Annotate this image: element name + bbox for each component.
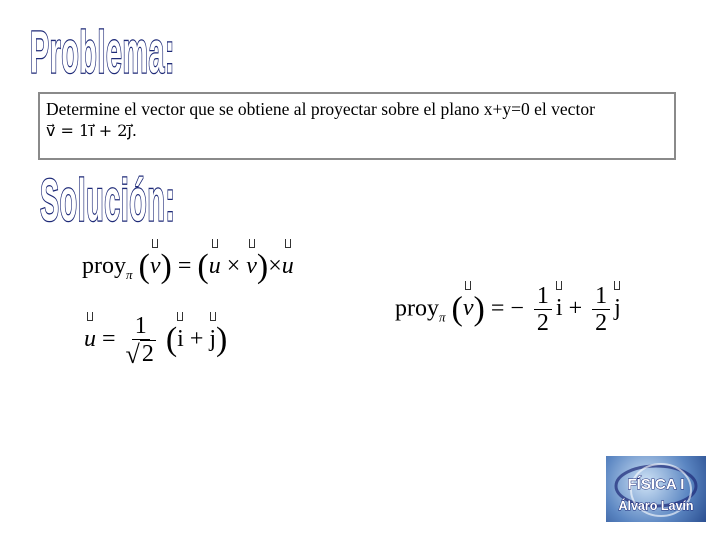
- vector-v: v: [246, 253, 257, 280]
- projection-formula: [82, 248, 294, 286]
- proy-operator: proy: [82, 253, 126, 279]
- close-paren: ): [160, 248, 172, 285]
- logo-title: FÍSICA I: [627, 476, 685, 493]
- problem-statement-box: [38, 92, 676, 160]
- vector-arrow-icon: [465, 281, 471, 290]
- statement-line-1: Determine el vector que se obtiene al proyectar sobre el plano x+y=0 el vector: [46, 99, 595, 119]
- unit-vector-j: j: [614, 295, 621, 322]
- pi-subscript: π: [126, 267, 133, 282]
- vector-arrow-icon: [285, 239, 291, 248]
- open-paren: (: [451, 290, 463, 328]
- fraction-one-half: [592, 283, 610, 337]
- proy-operator: proy: [395, 295, 439, 322]
- vector-arrow-icon: [87, 312, 93, 321]
- plus-sign: +: [189, 325, 204, 352]
- sqrt-two: [126, 340, 156, 367]
- vector-arrow-icon: [212, 239, 218, 248]
- vector-u: u: [282, 253, 294, 280]
- unit-normal-formula: [84, 313, 227, 368]
- vector-v: v: [150, 253, 161, 280]
- vector-u: u: [84, 326, 96, 353]
- close-paren: ): [216, 320, 228, 358]
- fraction-one-over-root-two: [126, 313, 156, 368]
- vector-arrow-icon: [614, 281, 620, 290]
- open-paren: (: [197, 248, 209, 285]
- problem-heading: Problema:: [30, 18, 176, 86]
- statement-line-2: v⃗ = 1i⃗ + 2j⃗.: [46, 121, 137, 140]
- fisica-logo: [606, 456, 706, 522]
- projection-result-formula: [395, 283, 621, 337]
- vector-arrow-icon: [556, 281, 562, 290]
- numerator: 1: [592, 283, 610, 310]
- plus-sign: +: [568, 295, 583, 322]
- vector-arrow-icon: [249, 239, 255, 248]
- close-paren: ): [473, 290, 485, 328]
- logo-author: Álvaro Lavín: [618, 499, 694, 513]
- vector-arrow-icon: [152, 239, 158, 248]
- numerator: 1: [132, 313, 150, 340]
- unit-vector-j: j: [209, 326, 216, 353]
- denominator: 2: [595, 310, 608, 337]
- fraction-one-half: [534, 283, 552, 337]
- radical-sign: √: [125, 339, 140, 369]
- equals-minus: = −: [490, 295, 524, 322]
- equals-sign: =: [177, 253, 192, 279]
- unit-vector-i: i: [177, 326, 184, 353]
- solution-heading: Solución:: [40, 166, 176, 234]
- denominator: 2: [536, 310, 549, 337]
- close-paren: ): [256, 248, 269, 285]
- pi-subscript: π: [439, 309, 446, 325]
- vector-arrow-icon: [210, 312, 216, 321]
- unit-vector-i: i: [556, 295, 563, 322]
- vector-arrow-icon: [177, 312, 183, 321]
- vector-v: v: [463, 295, 474, 322]
- open-paren: (: [138, 248, 150, 285]
- times-sign: ×: [268, 253, 282, 279]
- radicand: 2: [141, 341, 154, 368]
- open-paren: (: [165, 320, 178, 358]
- numerator: 1: [534, 283, 552, 310]
- dot-product-sign: ×: [226, 253, 241, 279]
- equals-sign: =: [102, 325, 116, 352]
- vector-u: u: [209, 253, 221, 280]
